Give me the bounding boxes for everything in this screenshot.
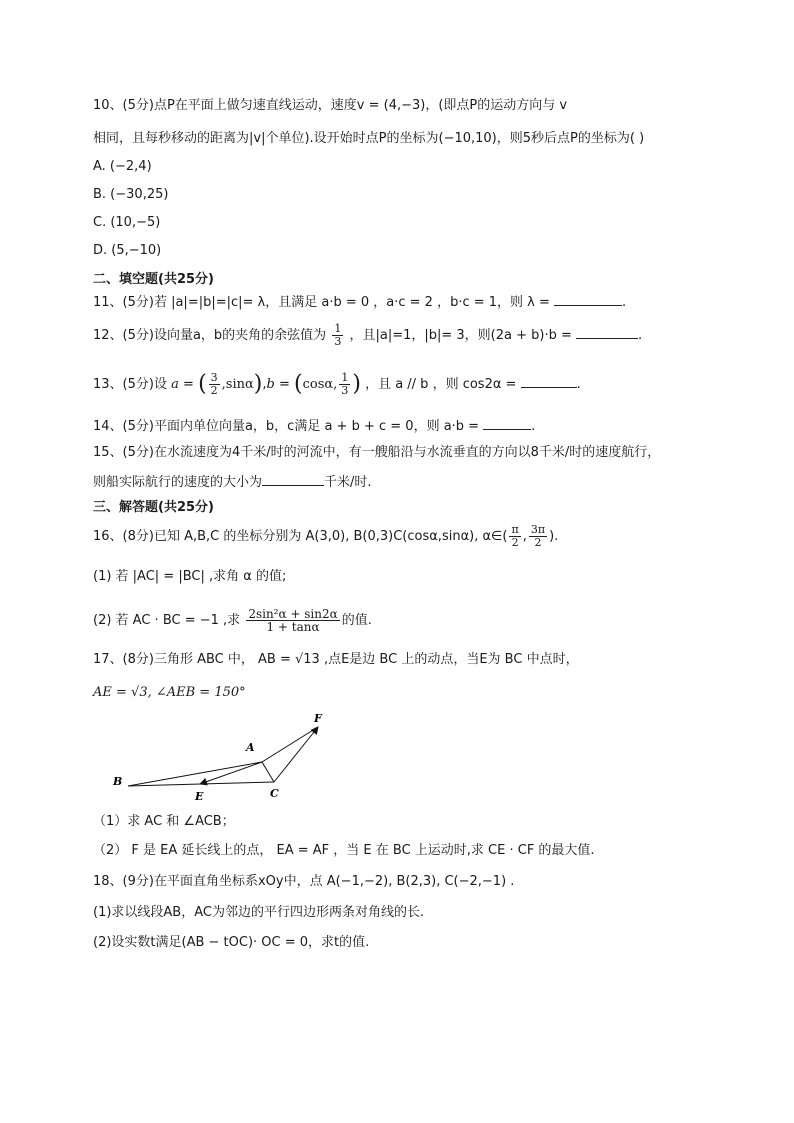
q16-text-end: ). bbox=[549, 529, 559, 544]
q13-eq-a: = bbox=[183, 377, 194, 392]
q13: 13、(5分)设 a = ( $\frac{3}{2}$ ,sinα),b = (cosα, $\frac{1}{3}$ ) ，且 a // b ，则 cos2α = . bbox=[93, 371, 581, 397]
q12-frac-num: 1 bbox=[334, 322, 342, 335]
point-label-a: A bbox=[246, 741, 255, 754]
q13-text-start: 13、(5分)设 bbox=[93, 377, 167, 392]
q13-a-tail: ,sinα bbox=[221, 377, 254, 392]
q16-part2 bbox=[93, 606, 372, 636]
q14-period: . bbox=[531, 419, 536, 434]
q17-line2: AE = √3, ∠AEB = 150° bbox=[93, 685, 246, 700]
vector-ea bbox=[200, 762, 262, 784]
q14-text: 14、(5分)平面内单位向量a，b，c满足 a + b + c = 0，则 a·b = bbox=[93, 419, 480, 434]
q16-part2-end: 的值. bbox=[341, 613, 372, 628]
q18-line1: 18、(9分)在平面直角坐标系xOy中，点 A(−1,−2), B(2,3), C(−2,−1) . bbox=[93, 874, 515, 889]
q13-frac1-num: 3 bbox=[210, 371, 218, 384]
q17-line1: 17、(8分)三角形 ABC 中， AB = √13 ,点E是边 BC 上的动点，当E为 BC 中点时， bbox=[93, 652, 579, 667]
q13-b-head: cosα, bbox=[302, 377, 338, 392]
q15-line1: 15、(5分)在水流速度为4千米/时的河流中，有一艘船沿与水流垂直的方向以8千米/时的速度航行， bbox=[93, 445, 661, 460]
q16-frac2-den: 2 bbox=[534, 536, 542, 549]
q13-eq-b: = bbox=[278, 377, 290, 392]
q16-part1: (1) 若 |AC| = |BC| ,求角 α 的值; bbox=[93, 569, 287, 584]
q17-part1: （1）求 AC 和 ∠ACB； bbox=[93, 814, 235, 829]
q13-paren-close-a: ) bbox=[253, 371, 263, 397]
q13-frac-1 bbox=[209, 372, 220, 397]
q15-line2 bbox=[93, 472, 372, 492]
q13-vector-a: a bbox=[171, 377, 179, 392]
q18-part2: (2)设实数t满足(AB − tOC)· OC = 0，求t的值. bbox=[93, 935, 370, 950]
q10-line1: 10、(5分)点P在平面上做匀速直线运动，速度v = (4,−3)，(即点P的运动方向与 v bbox=[93, 98, 568, 113]
q13-period: . bbox=[576, 377, 581, 392]
q12-text-start: 12、(5分)设向量a，b的夹角的余弦值为 bbox=[93, 328, 327, 343]
section-answer-title: 三、解答题(共25分) bbox=[93, 500, 214, 515]
q12-period: . bbox=[638, 328, 643, 343]
q13-frac-2 bbox=[339, 372, 350, 397]
q13-frac2-num: 1 bbox=[341, 371, 349, 384]
q16-part2-text: (2) 若 AC · BC = −1 ,求 bbox=[93, 613, 241, 628]
q11-text: 11、(5分)若 |a|=|b|=|c|= λ，且满足 a·b = 0 ，a·c = 2 ，b·c = 1，则 λ = bbox=[93, 295, 550, 310]
triangle-diagram bbox=[100, 705, 340, 810]
q13-paren-open-b: ( bbox=[294, 371, 303, 397]
q16-comma: , bbox=[522, 529, 527, 544]
q16-part2-den: 1 + tanα bbox=[266, 620, 320, 634]
q16-text-start: 16、(8分)已知 A,B,C 的坐标分别为 A(3,0), B(0,3)C(cosα,sinα), α∈( bbox=[93, 529, 508, 544]
q14 bbox=[93, 416, 535, 436]
point-label-b: B bbox=[113, 775, 123, 788]
q15-text-start: 则船实际航行的速度的大小为 bbox=[93, 475, 263, 490]
q13-vector-b: b bbox=[266, 377, 275, 392]
q11-answer-blank[interactable] bbox=[554, 292, 622, 306]
q12-fraction bbox=[332, 323, 343, 348]
point-label-c: C bbox=[270, 787, 279, 800]
q10-option-a: A. (−2,4) bbox=[93, 159, 152, 174]
q15-answer-blank[interactable] bbox=[262, 472, 324, 486]
q11 bbox=[93, 292, 626, 312]
q16-frac1-den: 2 bbox=[511, 536, 519, 549]
q18-part1: (1)求以线段AB，AC为邻边的平行四边形两条对角线的长. bbox=[93, 905, 425, 920]
q16-frac2-num: 3π bbox=[530, 523, 546, 536]
q13-answer-blank[interactable] bbox=[521, 374, 577, 388]
q16-part2-fraction bbox=[246, 608, 339, 633]
point-label-e: E bbox=[195, 790, 204, 803]
q15-text-end: 千米/时. bbox=[324, 475, 372, 490]
q13-frac2-den: 3 bbox=[341, 384, 349, 397]
section-fill-blank-title: 二、填空题(共25分) bbox=[93, 272, 214, 287]
q16-part2-num: 2sin²α + sin2α bbox=[248, 607, 338, 621]
q13-frac1-den: 2 bbox=[210, 384, 218, 397]
vector-cf bbox=[274, 727, 318, 782]
q11-period: . bbox=[622, 295, 627, 310]
q12-text-middle: ，且|a|=1，|b|= 3，则(2a + b)·b = bbox=[349, 328, 572, 343]
q12 bbox=[93, 322, 642, 350]
q16-line1 bbox=[93, 522, 558, 552]
q13-paren-close-b: ) bbox=[352, 371, 361, 397]
q10-line2: 相同，且每秒移动的距离为|v|个单位).设开始时点P的坐标为(−10,10)，则5秒后点P的坐标为( ) bbox=[93, 131, 645, 146]
q10-option-d: D. (5,−10) bbox=[93, 243, 162, 258]
segment-af bbox=[262, 727, 318, 762]
q17-part2: （2） F 是 EA 延长线上的点， EA = AF ，当 E 在 BC 上运动时,求 CE · CF 的最大值. bbox=[93, 843, 595, 858]
q13-paren-open-a: ( bbox=[198, 371, 207, 397]
q12-answer-blank[interactable] bbox=[576, 325, 638, 339]
segment-ac bbox=[262, 762, 274, 782]
q13-text-middle: ，且 a // b ，则 cos2α = bbox=[365, 377, 517, 392]
q16-frac1-num: π bbox=[511, 523, 519, 536]
q10-option-c: C. (10,−5) bbox=[93, 215, 161, 230]
q16-frac-1 bbox=[509, 524, 520, 549]
q14-answer-blank[interactable] bbox=[483, 416, 531, 430]
q16-frac-2 bbox=[529, 524, 547, 549]
point-label-f: F bbox=[314, 712, 322, 725]
q10-option-b: B. (−30,25) bbox=[93, 187, 169, 202]
q12-frac-den: 3 bbox=[334, 335, 342, 348]
